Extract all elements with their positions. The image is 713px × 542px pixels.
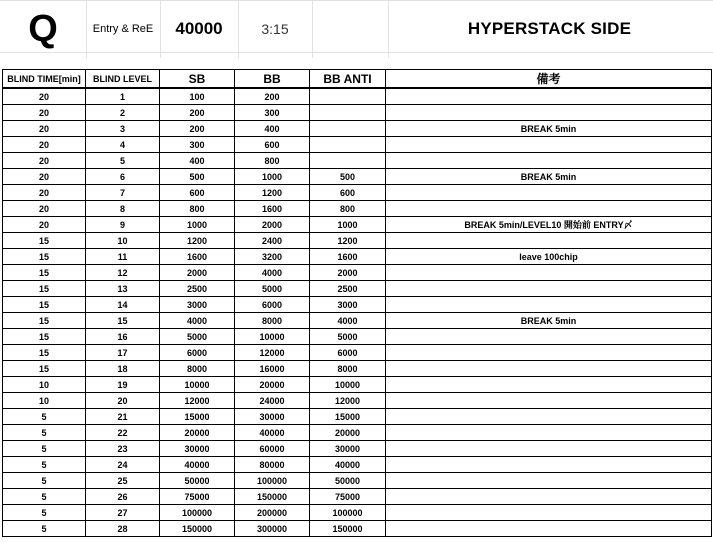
bb-ante-cell [310,137,386,153]
sb-cell: 30000 [160,441,235,457]
notes-cell [386,233,712,249]
blind-level-cell: 3 [86,121,160,137]
page-title: HYPERSTACK SIDE [467,19,632,38]
table-row [3,249,712,265]
blind-level-cell: 16 [86,329,160,345]
sb-cell: 3000 [160,297,235,313]
sb-cell: 600 [160,185,235,201]
blind-time-cell: 20 [3,185,86,201]
blind-level-cell: 4 [86,137,160,153]
bb-cell: 12000 [235,345,310,361]
bb-ante-cell: 1000 [310,217,386,233]
notes-cell [386,505,712,521]
logo: Q [28,7,58,50]
bb-ante-cell: 50000 [310,473,386,489]
blind-time-cell: 10 [3,377,86,393]
column-header-bb: BB [235,70,310,89]
table-row [3,505,712,521]
blind-time-cell: 20 [3,88,86,105]
bb-cell: 3200 [235,249,310,265]
notes-cell [386,201,712,217]
blind-level-cell: 9 [86,217,160,233]
blind-level-cell: 14 [86,297,160,313]
column-header-sb: SB [160,70,235,89]
table-row [3,233,712,249]
bb-cell: 150000 [235,489,310,505]
bb-ante-cell: 600 [310,185,386,201]
blind-level-cell: 23 [86,441,160,457]
bb-ante-cell: 1600 [310,249,386,265]
column-header-bb-anti: BB ANTI [310,70,386,89]
sb-cell: 2000 [160,265,235,281]
table-row [3,137,712,153]
bb-ante-cell [310,153,386,169]
table-row [3,393,712,409]
notes-cell [386,185,712,201]
bb-cell: 400 [235,121,310,137]
table-row [3,265,712,281]
notes-cell [386,393,712,409]
notes-cell [386,137,712,153]
bb-cell: 1600 [235,201,310,217]
bb-ante-cell: 20000 [310,425,386,441]
sb-cell: 150000 [160,521,235,537]
bb-ante-cell: 12000 [310,393,386,409]
table-row [3,425,712,441]
blind-level-cell: 26 [86,489,160,505]
blind-time-cell: 20 [3,217,86,233]
notes-cell [386,489,712,505]
bb-cell: 24000 [235,393,310,409]
table-row [3,105,712,121]
bb-cell: 80000 [235,457,310,473]
header-divider [312,0,313,58]
notes-cell: leave 100chip [386,249,712,265]
blind-time-cell: 10 [3,393,86,409]
notes-cell [386,88,712,105]
table-row [3,201,712,217]
bb-ante-cell: 75000 [310,489,386,505]
blind-time-cell: 5 [3,489,86,505]
blind-time-cell: 15 [3,297,86,313]
notes-cell [386,409,712,425]
bb-ante-cell: 6000 [310,345,386,361]
blind-structure-table [2,69,712,537]
sb-cell: 75000 [160,489,235,505]
bb-cell: 60000 [235,441,310,457]
notes-cell [386,457,712,473]
bb-ante-cell: 10000 [310,377,386,393]
bb-cell: 10000 [235,329,310,345]
blind-level-cell: 6 [86,169,160,185]
table-row [3,457,712,473]
bb-ante-cell: 40000 [310,457,386,473]
sb-cell: 100 [160,88,235,105]
blind-level-cell: 20 [86,393,160,409]
table-row [3,185,712,201]
blind-time-cell: 15 [3,281,86,297]
notes-cell [386,329,712,345]
table-row [3,441,712,457]
bb-cell: 4000 [235,265,310,281]
sb-cell: 400 [160,153,235,169]
bb-ante-cell: 8000 [310,361,386,377]
bb-ante-cell: 150000 [310,521,386,537]
bb-ante-cell: 1200 [310,233,386,249]
sb-cell: 10000 [160,377,235,393]
bb-cell: 2000 [235,217,310,233]
blind-time-cell: 15 [3,361,86,377]
bb-cell: 2400 [235,233,310,249]
sb-cell: 100000 [160,505,235,521]
notes-cell [386,521,712,537]
bb-ante-cell: 500 [310,169,386,185]
blind-level-cell: 11 [86,249,160,265]
bb-cell: 16000 [235,361,310,377]
table-row [3,313,712,329]
bb-ante-cell: 3000 [310,297,386,313]
starting-chips: 40000 [175,19,223,38]
time-label: 3:15 [261,21,289,37]
blind-level-cell: 27 [86,505,160,521]
blind-time-cell: 20 [3,121,86,137]
sb-cell: 500 [160,169,235,185]
blind-time-cell: 20 [3,169,86,185]
bb-ante-cell [310,121,386,137]
blind-time-cell: 15 [3,345,86,361]
sb-cell: 15000 [160,409,235,425]
blind-level-cell: 18 [86,361,160,377]
table-row [3,88,712,105]
sb-cell: 50000 [160,473,235,489]
bb-cell: 1200 [235,185,310,201]
notes-cell [386,441,712,457]
bb-cell: 300000 [235,521,310,537]
sb-cell: 1600 [160,249,235,265]
blind-time-cell: 15 [3,233,86,249]
blind-level-cell: 5 [86,153,160,169]
header-bar [0,0,713,58]
blind-level-cell: 13 [86,281,160,297]
blind-time-cell: 5 [3,521,86,537]
sb-cell: 20000 [160,425,235,441]
bb-ante-cell: 2500 [310,281,386,297]
sb-cell: 2500 [160,281,235,297]
blind-time-cell: 5 [3,441,86,457]
notes-cell [386,425,712,441]
blind-time-cell: 5 [3,473,86,489]
table-row [3,345,712,361]
entry-label: Entry & ReE [92,23,154,35]
table-row [3,217,712,233]
blind-level-cell: 8 [86,201,160,217]
blind-level-cell: 25 [86,473,160,489]
notes-cell [386,361,712,377]
notes-cell [386,265,712,281]
table-row [3,489,712,505]
sb-cell: 200 [160,105,235,121]
bb-cell: 600 [235,137,310,153]
notes-cell [386,377,712,393]
blind-time-cell: 20 [3,137,86,153]
blind-level-cell: 17 [86,345,160,361]
sb-cell: 800 [160,201,235,217]
table-row [3,329,712,345]
blind-level-cell: 15 [86,313,160,329]
bb-ante-cell: 2000 [310,265,386,281]
bb-ante-cell: 800 [310,201,386,217]
table-row [3,121,712,137]
bb-cell: 20000 [235,377,310,393]
table-row [3,281,712,297]
blind-time-cell: 15 [3,313,86,329]
blind-time-cell: 5 [3,505,86,521]
sb-cell: 40000 [160,457,235,473]
sb-cell: 8000 [160,361,235,377]
sb-cell: 1200 [160,233,235,249]
notes-cell [386,345,712,361]
bb-cell: 40000 [235,425,310,441]
sb-cell: 5000 [160,329,235,345]
blind-time-cell: 20 [3,105,86,121]
sb-cell: 6000 [160,345,235,361]
notes-cell [386,297,712,313]
bb-cell: 6000 [235,297,310,313]
column-header-blind-level: BLIND LEVEL [86,70,160,89]
table-row [3,409,712,425]
bb-ante-cell: 30000 [310,441,386,457]
blind-level-cell: 22 [86,425,160,441]
blind-time-cell: 5 [3,409,86,425]
notes-cell [386,105,712,121]
blind-time-cell: 20 [3,153,86,169]
bb-cell: 300 [235,105,310,121]
blind-level-cell: 24 [86,457,160,473]
table-row [3,521,712,537]
bb-ante-cell: 4000 [310,313,386,329]
sb-cell: 200 [160,121,235,137]
blind-time-cell: 15 [3,249,86,265]
table-header-row [3,70,712,89]
blind-level-cell: 12 [86,265,160,281]
table-body [3,88,712,537]
bb-ante-cell: 5000 [310,329,386,345]
blind-level-cell: 21 [86,409,160,425]
notes-cell [386,281,712,297]
blind-time-cell: 20 [3,201,86,217]
bb-cell: 200 [235,88,310,105]
bb-ante-cell [310,105,386,121]
column-header-notes: 備考 [386,70,712,89]
bb-cell: 200000 [235,505,310,521]
sb-cell: 300 [160,137,235,153]
table-row [3,377,712,393]
bb-cell: 30000 [235,409,310,425]
table-row [3,361,712,377]
bb-ante-cell: 15000 [310,409,386,425]
bb-cell: 5000 [235,281,310,297]
bb-ante-cell [310,88,386,105]
notes-cell [386,473,712,489]
table-row [3,473,712,489]
sb-cell: 12000 [160,393,235,409]
bb-cell: 1000 [235,169,310,185]
column-header-blind-time: BLIND TIME[min] [3,70,86,89]
notes-cell: BREAK 5min [386,313,712,329]
sb-cell: 1000 [160,217,235,233]
notes-cell: BREAK 5min/LEVEL10 開始前 ENTRY〆 [386,217,712,233]
notes-cell [386,153,712,169]
blind-level-cell: 1 [86,88,160,105]
notes-cell: BREAK 5min [386,121,712,137]
blind-time-cell: 5 [3,425,86,441]
sb-cell: 4000 [160,313,235,329]
table-row [3,153,712,169]
blind-time-cell: 15 [3,265,86,281]
blind-level-cell: 7 [86,185,160,201]
bb-cell: 100000 [235,473,310,489]
bb-cell: 800 [235,153,310,169]
blind-level-cell: 19 [86,377,160,393]
blind-level-cell: 2 [86,105,160,121]
table-row [3,297,712,313]
blind-level-cell: 28 [86,521,160,537]
notes-cell: BREAK 5min [386,169,712,185]
bb-ante-cell: 100000 [310,505,386,521]
blind-level-cell: 10 [86,233,160,249]
table-row [3,169,712,185]
bb-cell: 8000 [235,313,310,329]
blind-time-cell: 15 [3,329,86,345]
blind-time-cell: 5 [3,457,86,473]
